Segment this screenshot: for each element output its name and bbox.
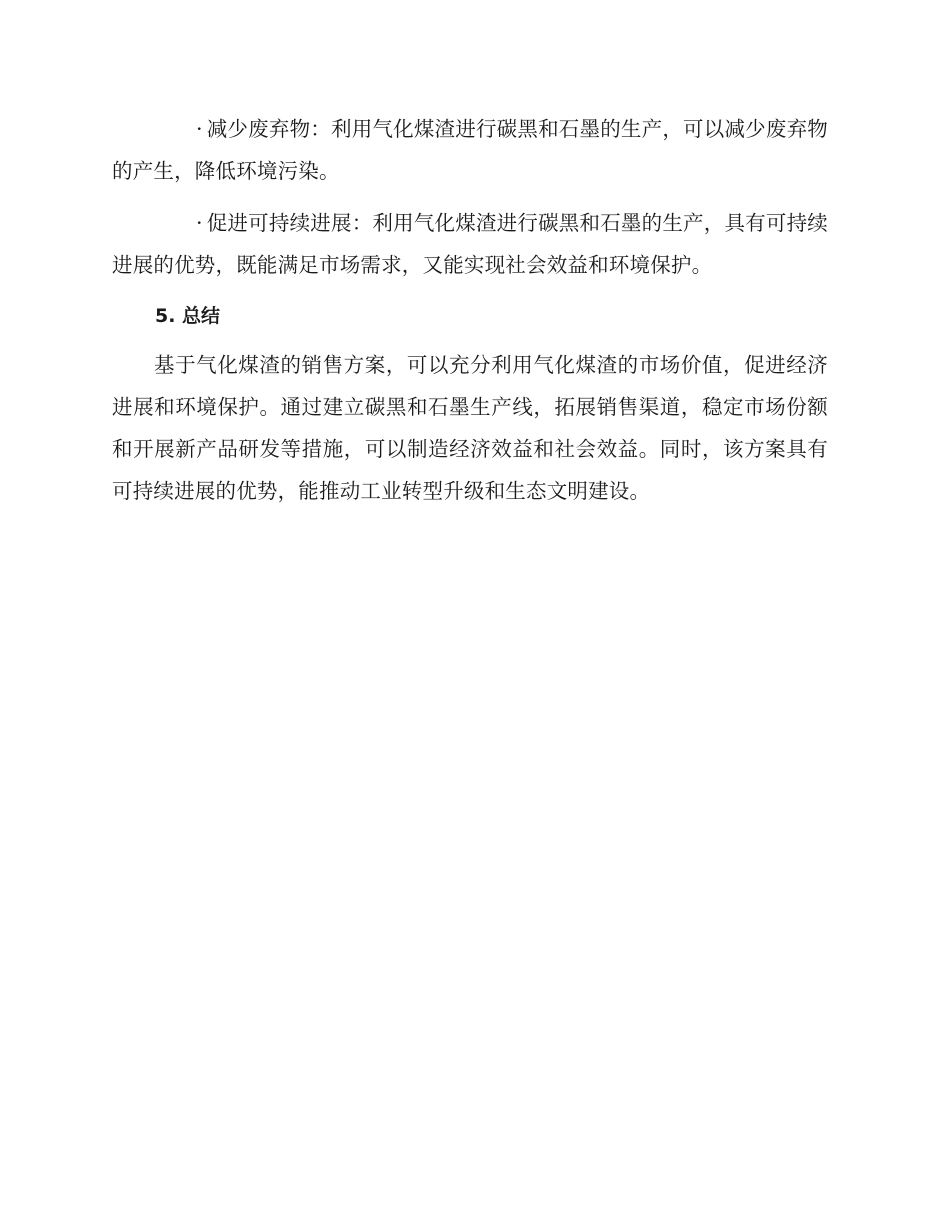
- summary-paragraph: 基于气化煤渣的销售方案，可以充分利用气化煤渣的市场价值，促进经济进展和环境保护。通过建立碳黑和石墨生产线，拓展销售渠道，稳定市场份额和开展新产品研发等措施，可以制造经济效益和社会效益。同时，该方案具有可持续进展的优势，能推动工业转型升级和生态文明建设。: [112, 353, 828, 503]
- bullet-paragraph-reduce-waste: [112, 108, 828, 192]
- bullet-dot-icon: ·: [196, 117, 203, 141]
- bullet-paragraph-sustainable-development: [112, 202, 828, 286]
- bullet-dot-icon: ·: [196, 211, 203, 235]
- bullet-text: 促进可持续进展：利用气化煤渣进行碳黑和石墨的生产，具有可持续进展的优势，既能满足市场需求，又能实现社会效益和环境保护。: [112, 211, 828, 277]
- section-heading: 5. 总结: [155, 305, 221, 327]
- bullet-text: 减少废弃物：利用气化煤渣进行碳黑和石墨的生产，可以减少废弃物的产生，降低环境污染。: [112, 117, 828, 183]
- document-body: [112, 108, 828, 512]
